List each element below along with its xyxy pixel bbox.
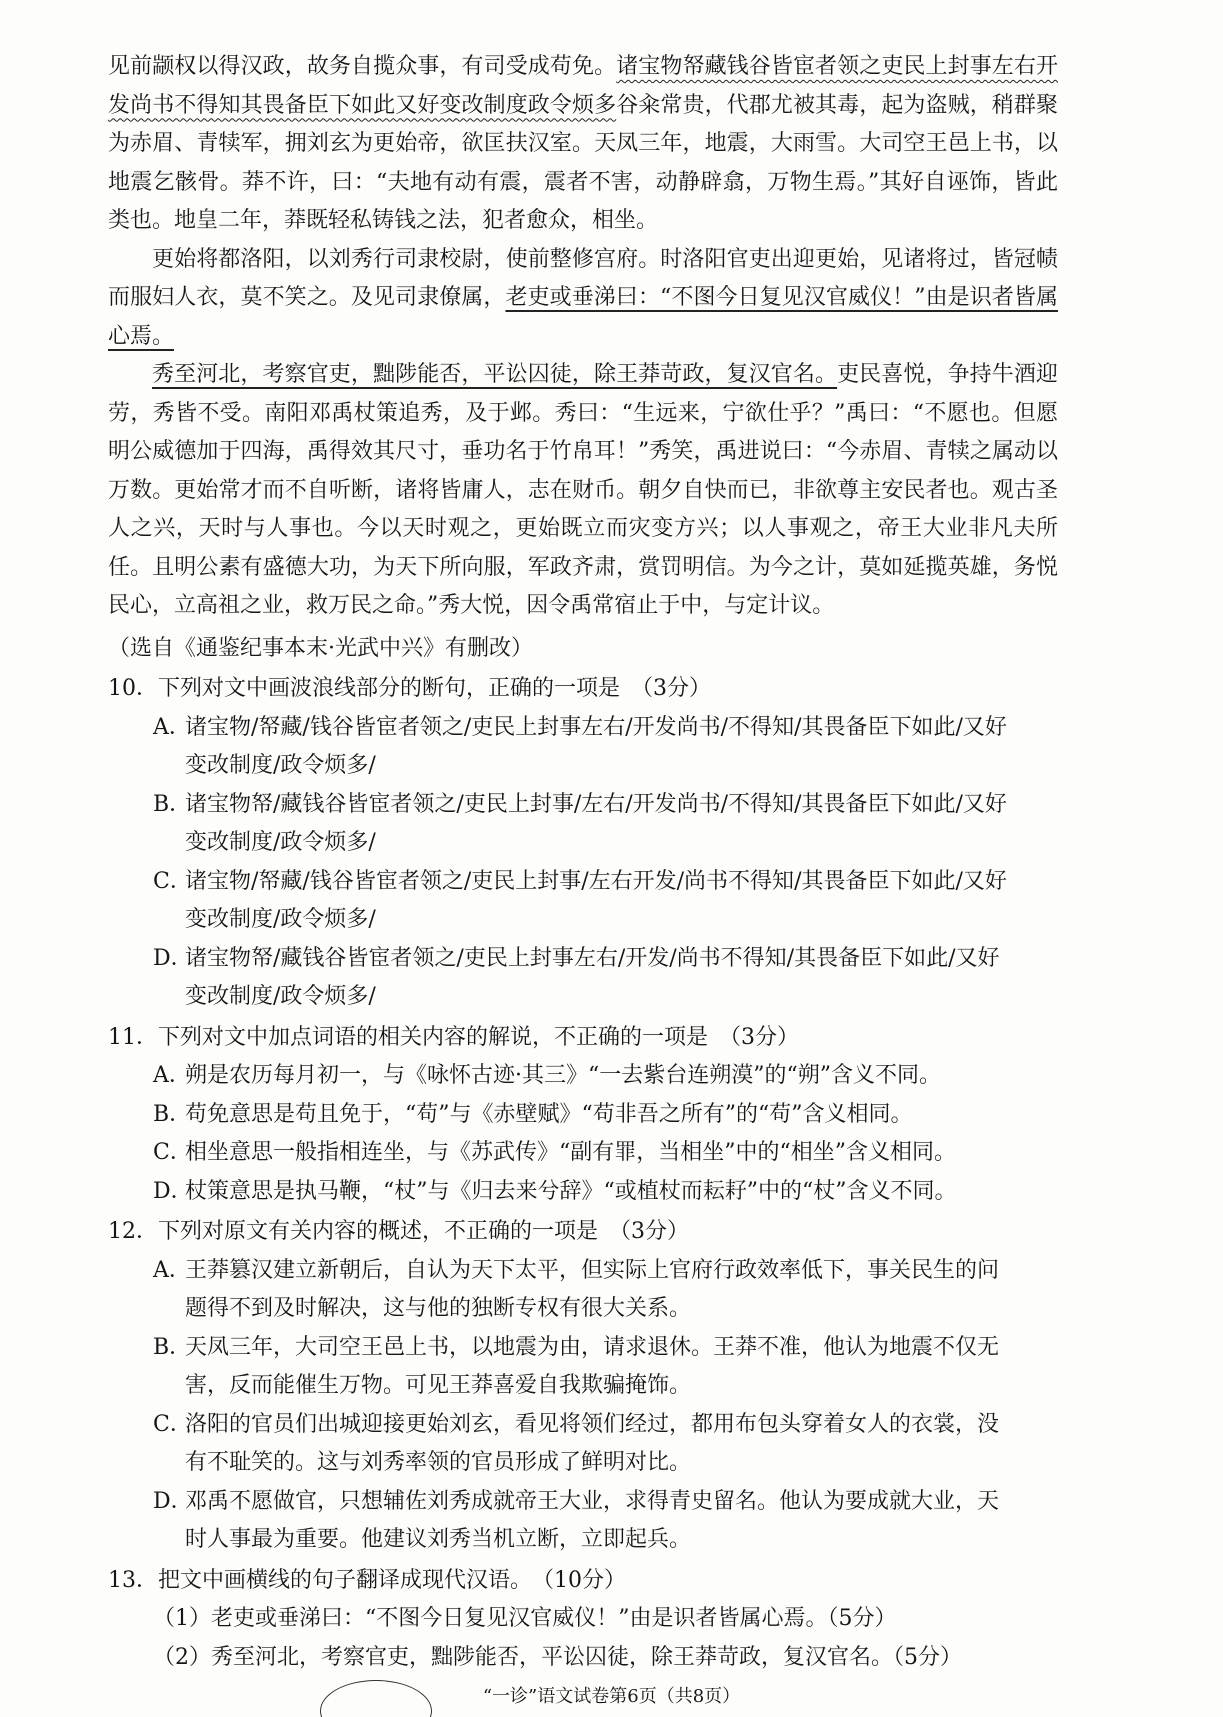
page-content	[108, 48, 1058, 1677]
passage-text: 吏民喜悦，争持牛酒迎劳，秀皆不受。南阳邓禹杖策追秀，及于邺。秀曰：“生远来，宁欲仕乎？”禹曰：“不愿也。但愿明公威德加于四海，禹得效其尺寸，垂功名于竹帛耳！”秀笑，禹进说曰：“今赤眉、青犊之属动以万数。更始常才而不自听断，诸将皆庸人，志在财币。朝夕自快而已，非欲尊主安民者也。观古圣人之兴，天时与人事也。今以天时观之，更始既立而灾变方兴；以人事观之，帝王大业非凡夫所任。且明公素有盛德大功，为天下所向服，军政齐肃，赏罚明信。为今之计，莫如延揽英雄，务悦民心，立高祖之业，救万民之命。”秀大悦，因令禹常宿止于中，与定计议。	[108, 362, 1058, 618]
option-text: 诸宝物/帑藏/钱谷皆宦者领之/吏民上封事左右/开发尚书/不得知/其畏备臣下如此/又好	[185, 714, 1007, 740]
option-text: 天凤三年，大司空王邑上书，以地震为由，请求退休。王莽不准，他认为地震不仅无	[185, 1334, 1000, 1360]
question-option	[108, 1483, 1058, 1522]
option-text: 洛阳的官员们出城迎接更始刘玄，看见将领们经过，都用布包头穿着女人的衣裳，没	[185, 1411, 1000, 1437]
option-key: C．	[153, 868, 192, 894]
passage-text: 更始将都洛阳，以刘秀行司隶校尉，使前整修宫府。时洛阳官吏出迎更始，见诸将过，皆冠帻而服妇人衣，莫不笑之。及见司隶僚属，	[108, 246, 1058, 310]
option-key: B．	[153, 791, 192, 817]
option-key: C．	[153, 1411, 192, 1437]
question-option	[108, 786, 1058, 825]
option-text-continued: 变改制度/政令烦多/	[185, 753, 376, 778]
option-key: D．	[153, 1178, 193, 1204]
option-text: 诸宝物/帑藏/钱谷皆宦者领之/吏民上封事/左右开发/尚书不得知/其畏备臣下如此/又好	[185, 868, 1007, 894]
option-text: （1）老吏或垂涕曰：“不图今日复见汉官威仪！”由是识者皆属心焉。（5分）	[153, 1606, 897, 1631]
question-option	[108, 863, 1058, 902]
question-option	[108, 940, 1058, 979]
question-option	[108, 1639, 1058, 1678]
option-text: （2）秀至河北，考察官吏，黜陟能否，平讼囚徒，除王莽苛政，复汉官名。（5分）	[153, 1644, 962, 1670]
question	[108, 670, 1058, 1017]
question-option	[108, 1252, 1058, 1291]
option-text-continued: 题得不到及时解决，这与他的独断专权有很大关系。	[185, 1296, 692, 1321]
question-option	[108, 1600, 1058, 1639]
option-text-continued: 有不耻笑的。这与刘秀率领的官员形成了鲜明对比。	[185, 1450, 692, 1475]
option-text: 苟免意思是苟且免于，“苟”与《赤壁赋》“苟非吾之所有”的“苟”含义相同。	[185, 1101, 913, 1127]
passage-paragraph-1	[108, 48, 1058, 241]
option-text-continued: 害，反而能催生万物。可见王莽喜爱自我欺骗掩饰。	[185, 1373, 692, 1398]
question	[108, 1213, 1058, 1560]
option-text: 诸宝物帑/藏钱谷皆宦者领之/吏民上封事/左右/开发尚书/不得知/其畏备臣下如此/又好	[185, 791, 1007, 817]
option-text: 邓禹不愿做官，只想辅佐刘秀成就帝王大业，求得青史留名。他认为要成就大业，天	[185, 1488, 1000, 1514]
passage-paragraph-3	[108, 356, 1058, 626]
passage-source: （选自《通鉴纪事本末·光武中兴》有删改）	[108, 635, 533, 661]
option-text: 诸宝物帑/藏钱谷皆宦者领之/吏民上封事左右/开发/尚书不得知/其畏备臣下如此/又好	[185, 945, 1000, 971]
wavy-underlined-text: 诸宝物帑藏钱谷皆宦者领之吏民上封事左右开发尚书不得知其畏备臣下如此又好变改制度政令烦多	[108, 54, 1058, 118]
option-text: 相坐意思一般指相连坐，与《苏武传》“副有罪，当相坐”中的“相坐”含义相同。	[185, 1140, 956, 1165]
option-key: A．	[153, 714, 191, 740]
option-key: D．	[153, 1488, 193, 1514]
question	[108, 1019, 1058, 1212]
question-stem: 12．下列对原文有关内容的概述，不正确的一项是 （3分）	[108, 1219, 689, 1244]
question	[108, 1562, 1058, 1678]
question-option	[108, 1057, 1058, 1096]
question-stem: 10．下列对文中画波浪线部分的断句，正确的一项是 （3分）	[108, 676, 711, 701]
option-text: 杖策意思是执马鞭，“杖”与《归去来兮辞》“或植杖而耘耔”中的“杖”含义不同。	[185, 1178, 957, 1204]
underlined-sentence-1: 老吏或垂涕曰：“不图今日复见汉官威仪！”由是识者皆属心焉。	[108, 285, 1058, 349]
question-option	[108, 1329, 1058, 1368]
question-stem: 11．下列对文中加点词语的相关内容的解说，不正确的一项是 （3分）	[108, 1024, 799, 1050]
option-text-continued: 变改制度/政令烦多/	[185, 830, 376, 855]
passage-text: 见前颛权以得汉政，故务自揽众事，有司受成苟免。	[108, 54, 617, 79]
option-text-continued: 时人事最为重要。他建议刘秀当机立断，立即起兵。	[185, 1527, 692, 1552]
option-key: C．	[153, 1140, 192, 1165]
question-option	[108, 1406, 1058, 1445]
passage-paragraph-2	[108, 241, 1058, 357]
option-key: A．	[153, 1063, 191, 1088]
option-text-continued: 变改制度/政令烦多/	[185, 984, 376, 1009]
option-text-continued: 变改制度/政令烦多/	[185, 907, 376, 932]
passage-text: 谷籴常贵，代郡尤被其毒，起为盗贼，稍群聚为赤眉、青犊军，拥刘玄为更始帝，欲匡扶汉室。天凤三年，地震，大雨雪。大司空王邑上书，以地震乞骸骨。莽不许，曰：“夫地有动有震，震者不害，动静辟翕，万物生焉。”其好自诬饰，皆此类也。地皇二年，莽既轻私铸钱之法，犯者愈众，相坐。	[108, 92, 1058, 233]
question-option	[108, 1173, 1058, 1212]
option-text: 王莽篡汉建立新朝后，自认为天下太平，但实际上官府行政效率低下，事关民生的问	[185, 1257, 1000, 1283]
question-stem: 13．把文中画横线的句子翻译成现代汉语。 （10分）	[108, 1567, 626, 1593]
option-key: B．	[153, 1334, 192, 1360]
option-key: B．	[153, 1101, 192, 1127]
question-option	[108, 1134, 1058, 1173]
page-footer: “一诊”语文试卷第6页（共8页）	[482, 1686, 741, 1707]
question-option	[108, 709, 1058, 748]
question-option	[108, 1096, 1058, 1135]
option-text: 朔是农历每月初一，与《咏怀古迹·其三》“一去紫台连朔漠”的“朔”含义不同。	[185, 1063, 941, 1088]
option-key: D．	[153, 945, 193, 971]
option-key: A．	[153, 1257, 191, 1283]
question-list	[108, 670, 1058, 1677]
underlined-sentence-2: 秀至河北，考察官吏，黜陟能否，平讼囚徒，除王莽苛政，复汉官名。	[152, 362, 838, 387]
